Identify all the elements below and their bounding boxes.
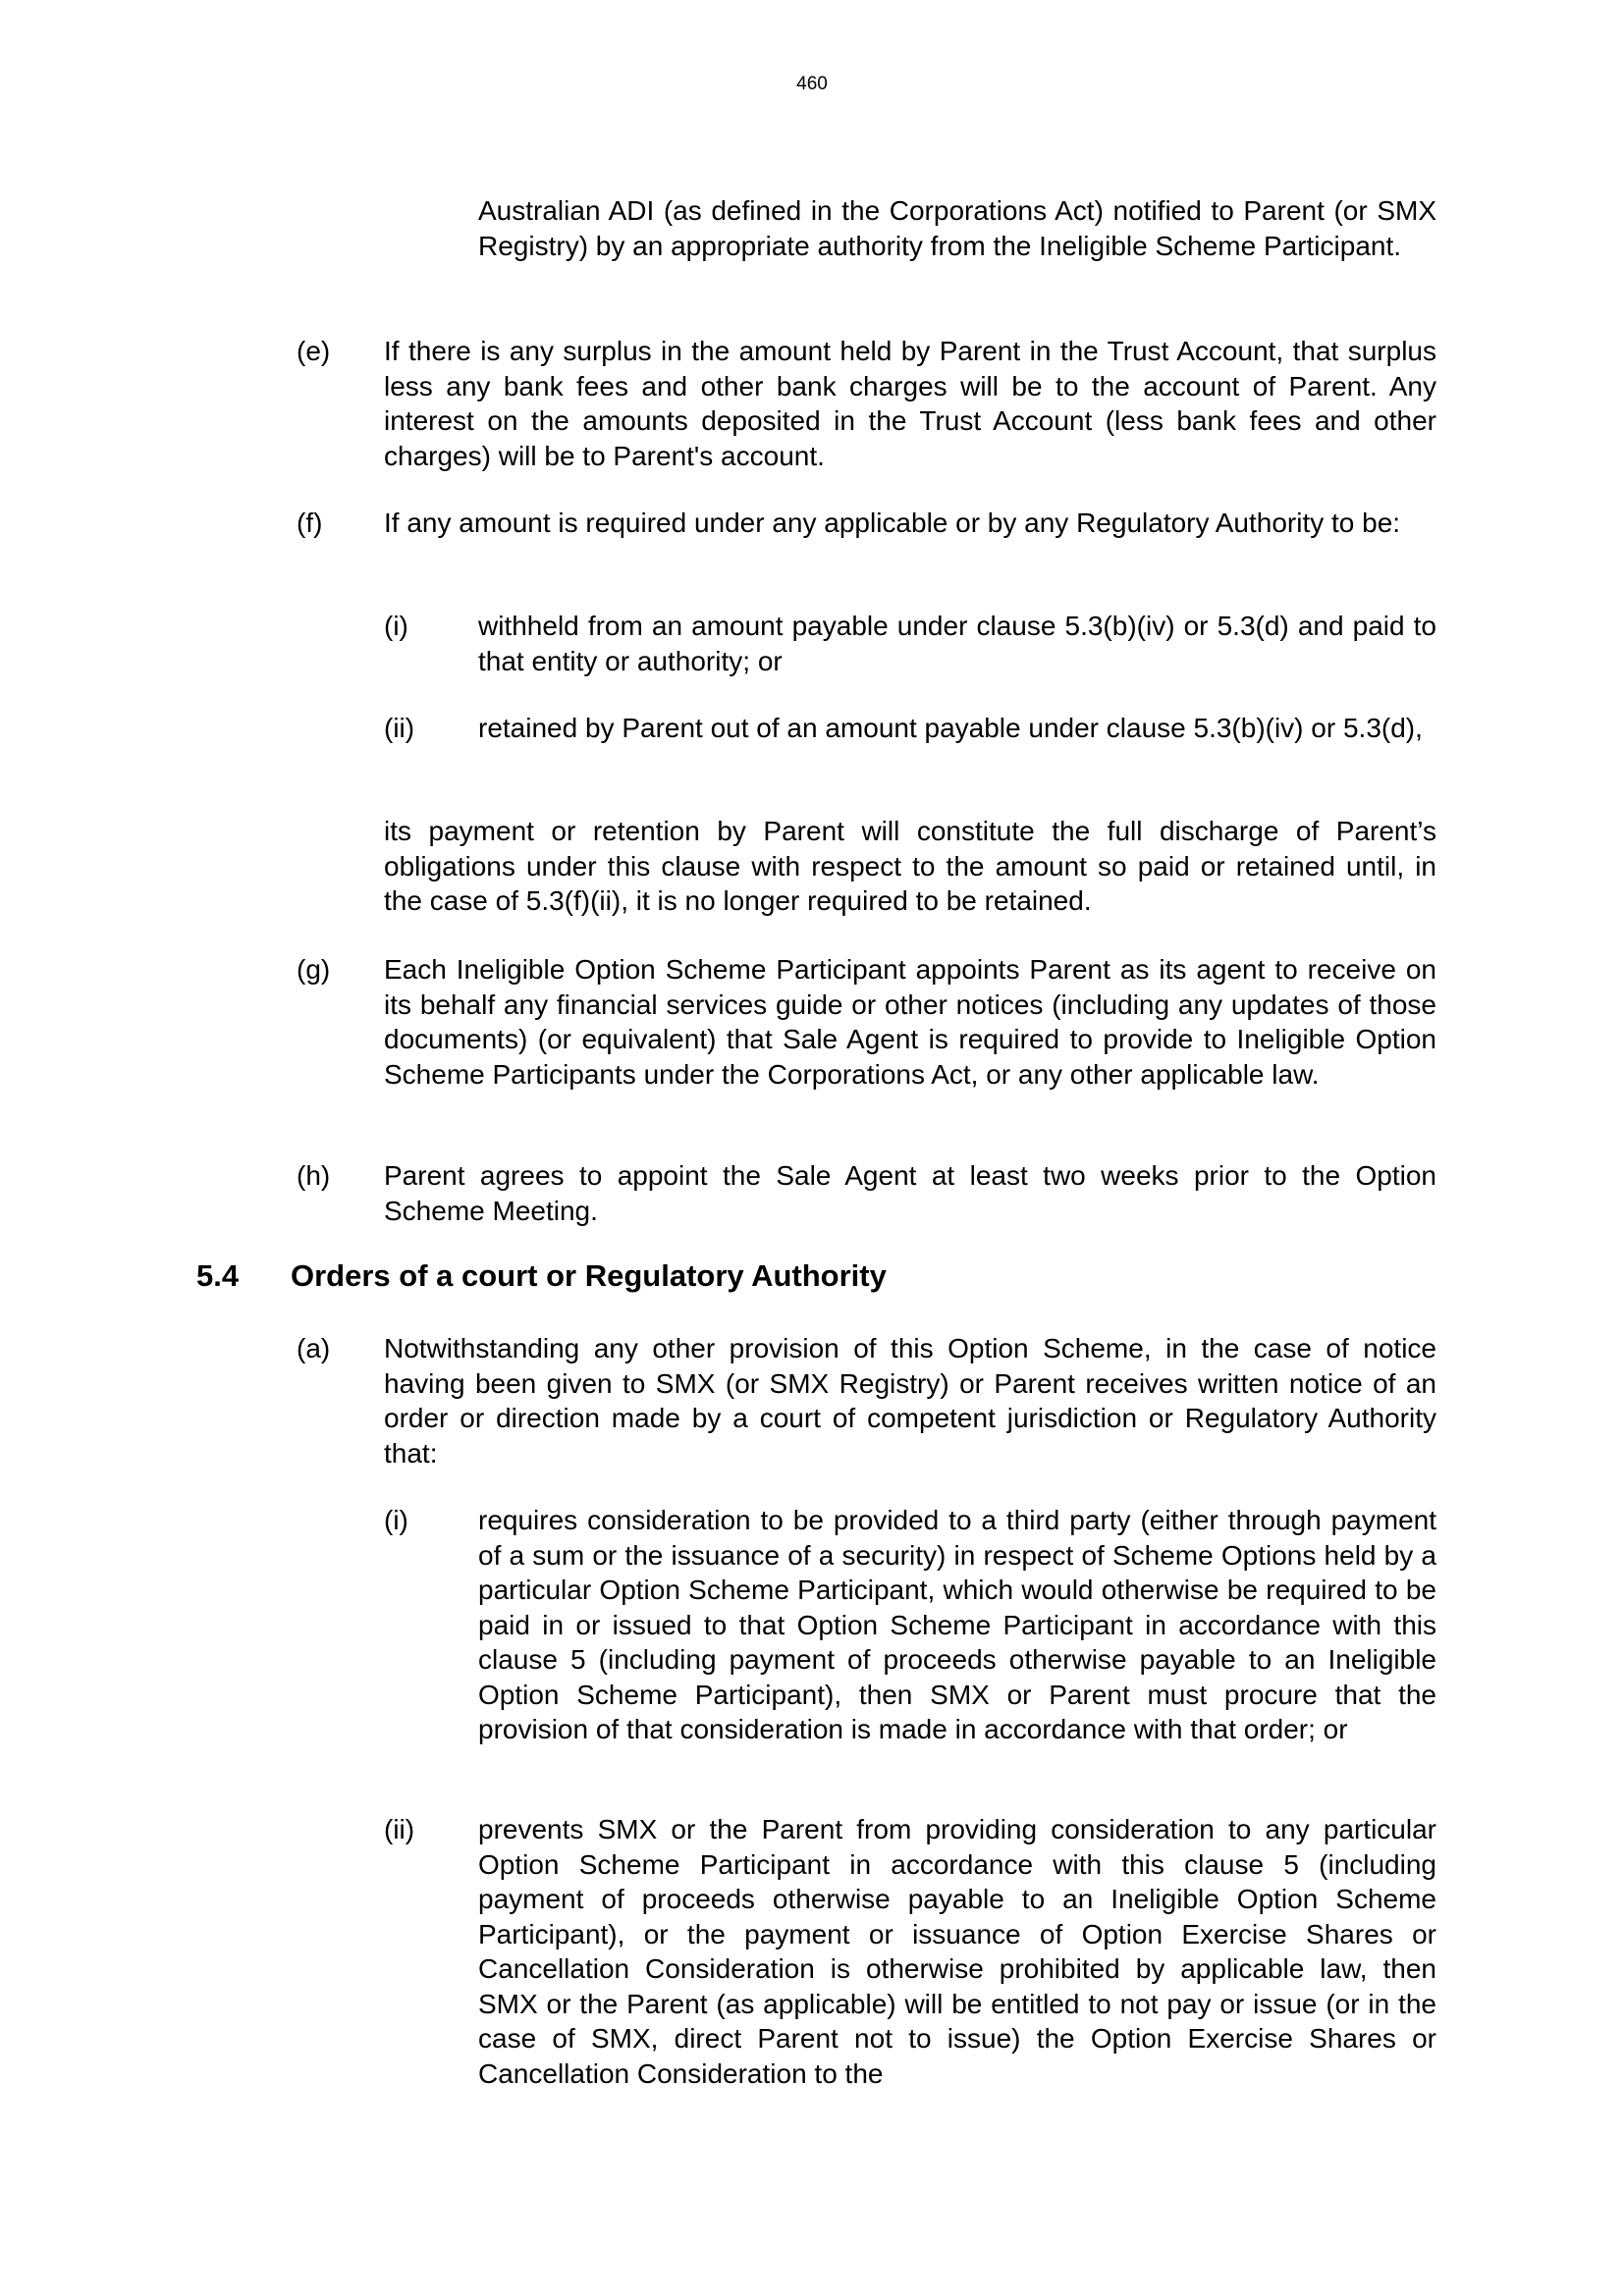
para-h-text: Parent agrees to appoint the Sale Agent at least two weeks prior to the Option Scheme Meeting. xyxy=(384,1160,1436,1226)
para-f-i-text: withheld from an amount payable under clause 5.3(b)(iv) or 5.3(d) and paid to that entity or authority; or xyxy=(478,611,1436,676)
page-number: 460 xyxy=(796,74,828,94)
para-f-closing: its payment or retention by Parent will constitute the full discharge of Parent’s obligations under this clause with respect to the amount so paid or retained until, in the case of 5.3(f)(ii), it is no longer required to be retained. xyxy=(384,816,1436,916)
para-e-text: If there is any surplus in the amount held by Parent in the Trust Account, that surplus less any bank fees and other bank charges will be to the account of Parent. Any interest on the amounts deposited in the Trust Account (less bank fees and other charges) will be to Parent's account. xyxy=(384,336,1436,471)
para-f-i-marker: (i) xyxy=(384,611,408,641)
para-e-marker: (e) xyxy=(297,336,331,366)
para-a-text: Notwithstanding any other provision of this Option Scheme, in the case of notice having been given to SMX (or SMX Registry) or Parent receives written notice of an order or direction made by a court of competent jurisdiction or Regulatory Authority that: xyxy=(384,1333,1436,1468)
para-f-text: If any amount is required under any applicable or by any Regulatory Authority to be: xyxy=(384,507,1401,538)
para-h-marker: (h) xyxy=(297,1160,331,1191)
continuation-paragraph: Australian ADI (as defined in the Corporations Act) notified to Parent (or SMX Registry) by an appropriate authority from the Ineligible Scheme Participant. xyxy=(478,195,1436,261)
para-f-ii-text: retained by Parent out of an amount payable under clause 5.3(b)(iv) or 5.3(d), xyxy=(478,713,1423,743)
para-a-i-text: requires consideration to be provided to a third party (either through payment of a sum or the issuance of a security) in respect of Scheme Options held by a particular Option Scheme Participant, which would otherwise be required to be paid in or issued to that Option Scheme Participant in accordance with this clause 5 (including payment of proceeds otherwise payable to an Ineligible Option Scheme Participant), then SMX or Parent must procure that the provision of that consideration is made in accordance with that order; or xyxy=(478,1505,1436,1744)
para-a-ii-marker: (ii) xyxy=(384,1814,415,1844)
para-a-ii-text: prevents SMX or the Parent from providing consideration to any particular Option Scheme Participant in accordance with this clause 5 (including payment of proceeds otherwise payable to an Ineligible Option Scheme Participant), or the payment or issuance of Option Exercise Shares or Cancellation Consideration is otherwise prohibited by applicable law, then SMX or the Parent (as applicable) will be entitled to not pay or issue (or in the case of SMX, direct Parent not to issue) the Option Exercise Shares or Cancellation Consideration to the xyxy=(478,1814,1436,2089)
para-g-text: Each Ineligible Option Scheme Participant appoints Parent as its agent to receive on its behalf any financial services guide or other notices (including any updates of those documents) (or equivalent) that Sale Agent is required to provide to Ineligible Option Scheme Participants under the Corporations Act, or any other applicable law. xyxy=(384,954,1436,1090)
para-f-marker: (f) xyxy=(297,507,323,538)
section-heading: Orders of a court or Regulatory Authority xyxy=(291,1258,887,1293)
para-a-marker: (a) xyxy=(297,1333,331,1363)
para-g-marker: (g) xyxy=(297,954,331,985)
para-a-i-marker: (i) xyxy=(384,1505,408,1535)
para-f-ii-marker: (ii) xyxy=(384,713,415,743)
section-number: 5.4 xyxy=(196,1258,240,1293)
